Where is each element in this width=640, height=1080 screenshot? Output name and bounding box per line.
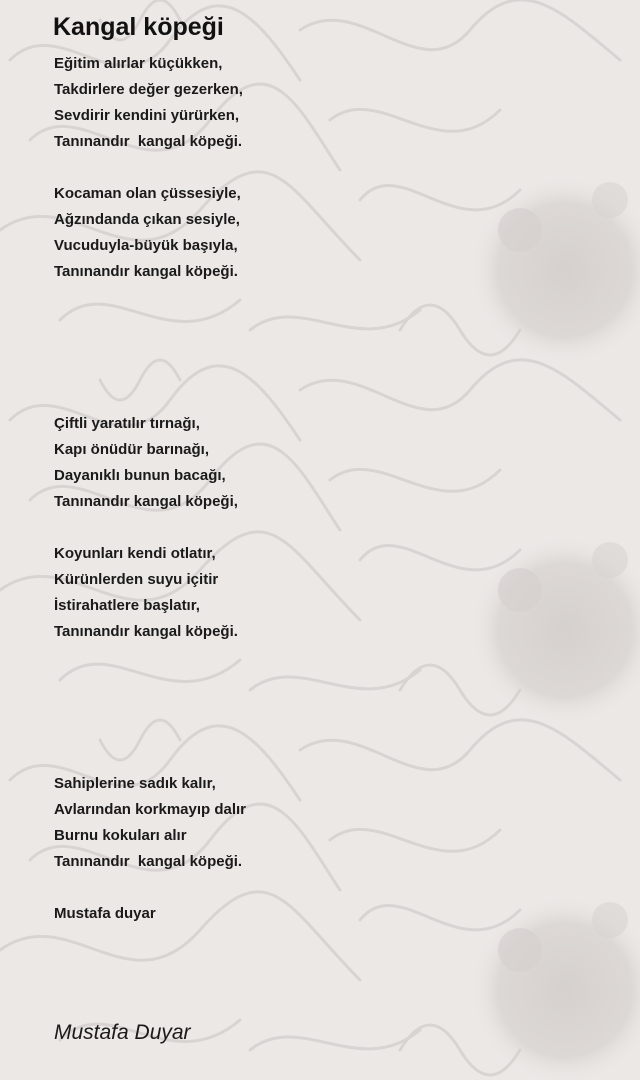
poem-line: Kocaman olan çüssesiyle, — [54, 185, 241, 202]
poem-line: Vucuduyla-büyük başıyla, — [54, 237, 238, 254]
poem-line: Ağzındanda çıkan sesiyle, — [54, 211, 240, 228]
poem-line: Tanınandır kangal köpeği. — [54, 263, 238, 280]
poem-line: İstirahatlere başlatır, — [54, 597, 200, 614]
poem-line: Tanınandır kangal köpeği. — [54, 853, 243, 870]
poem-line: Kapı önüdür barınağı, — [54, 441, 210, 458]
poem-line: Burnu kokuları alır — [54, 827, 187, 844]
poem-line: Eğitim alırlar küçükken, — [54, 55, 223, 72]
poem-line: Tanınandır kangal köpeği, — [54, 493, 238, 510]
poem-line: Tanınandır kangal köpeği. — [54, 623, 238, 640]
poem-line: Çiftli yaratılır tırnağı, — [54, 415, 200, 432]
poem-title: Kangal köpeği — [53, 13, 224, 41]
poem-line: Tanınandır kangal köpeği. — [54, 133, 243, 150]
poem-line: Kürünlerden suyu içitir — [54, 571, 219, 588]
poem-line: Dayanıklı bunun bacağı, — [54, 467, 226, 484]
poem-byline: Mustafa duyar — [54, 905, 156, 922]
poem-line: Takdirlere değer gezerken, — [54, 81, 243, 98]
poem-line: Sahiplerine sadık kalır, — [54, 775, 216, 792]
poem-line: Koyunları kendi otlatır, — [54, 545, 216, 562]
author-signature: Mustafa Duyar — [54, 1021, 191, 1044]
poem-line: Avlarından korkmayıp dalır — [54, 801, 247, 818]
poem-line: Sevdirir kendini yürürken, — [54, 107, 240, 124]
